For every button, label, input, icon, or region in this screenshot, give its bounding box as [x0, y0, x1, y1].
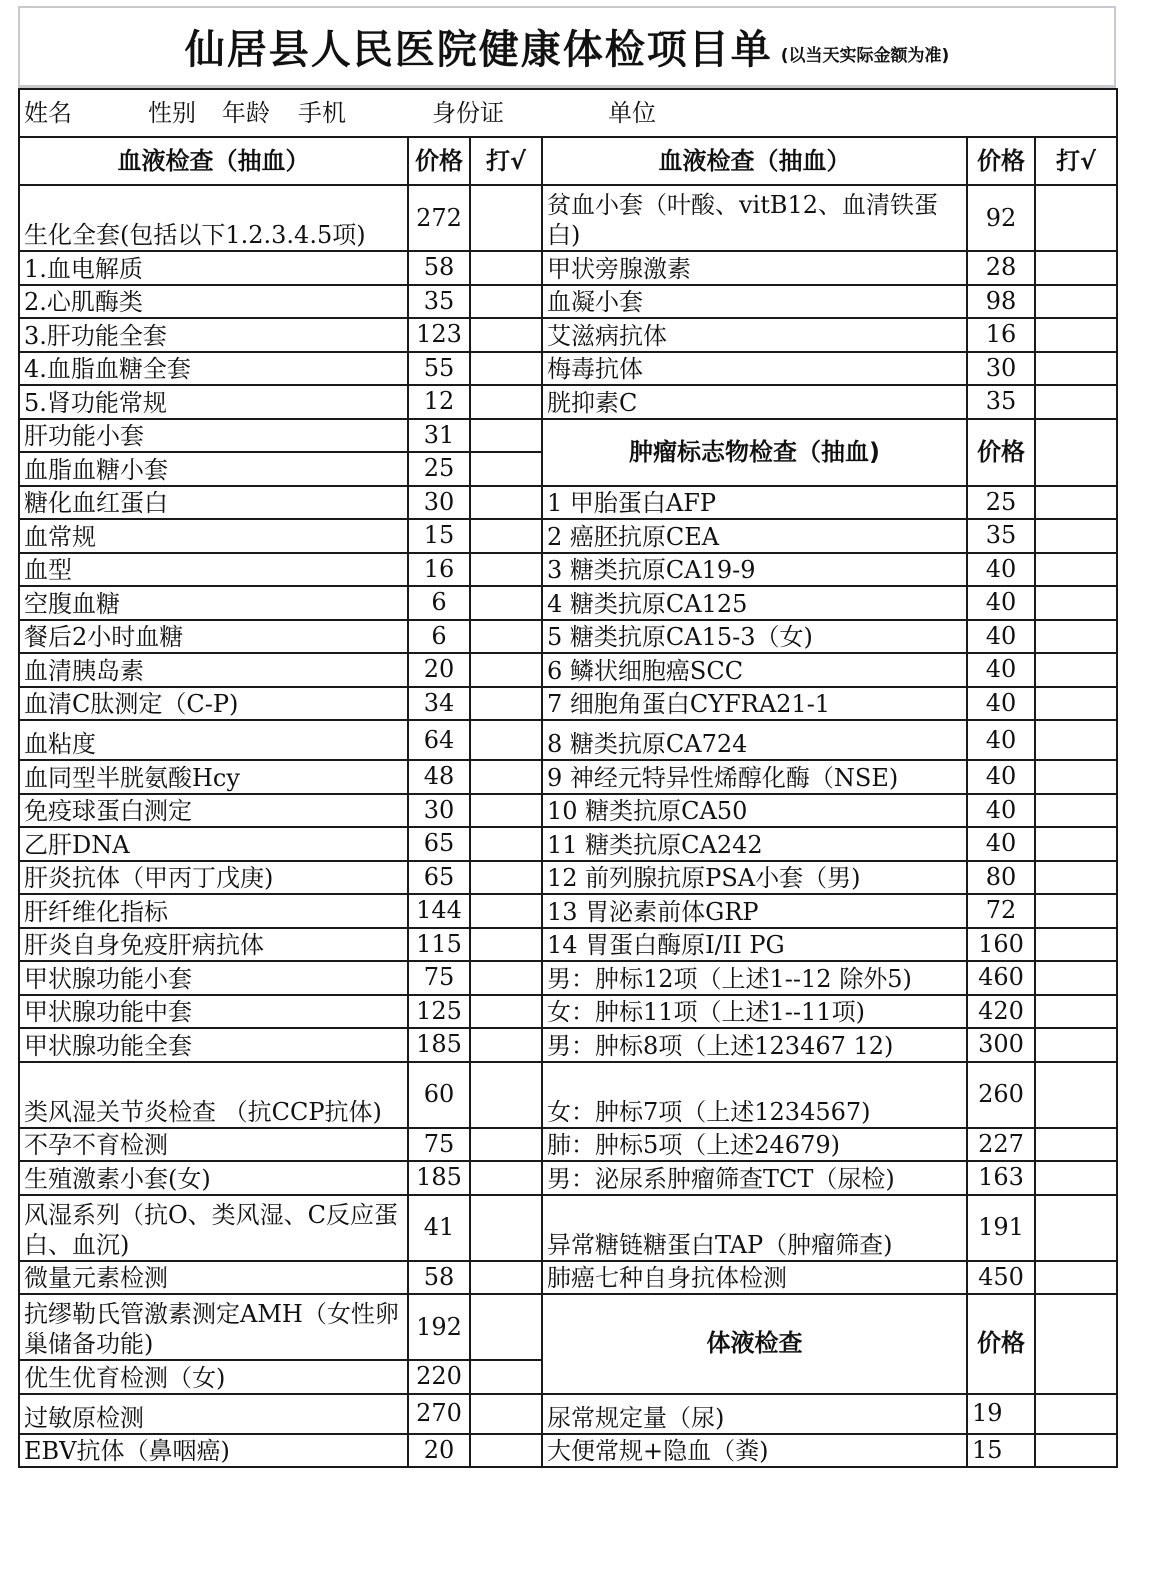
left-item-price: 20 [408, 653, 470, 687]
left-item-price: 6 [408, 586, 470, 620]
left-item-check[interactable] [470, 419, 542, 453]
left-item-check[interactable] [470, 1161, 542, 1195]
left-item-check[interactable] [470, 861, 542, 895]
right-item-price: 72 [967, 894, 1035, 928]
right-item-check[interactable] [1035, 1128, 1117, 1162]
right-item-price: 40 [967, 827, 1035, 861]
right-item-name: 6 鳞状细胞癌SCC [542, 653, 967, 687]
right-item-price: 40 [967, 620, 1035, 654]
left-item-check[interactable] [470, 687, 542, 721]
left-item-check[interactable] [470, 620, 542, 654]
right-item-price: 30 [967, 352, 1035, 386]
left-item-check[interactable] [470, 928, 542, 962]
left-item-check[interactable] [470, 760, 542, 794]
right-item-check[interactable] [1035, 1394, 1117, 1434]
table-row [19, 285, 1117, 319]
left-item-name: 免疫球蛋白测定 [19, 794, 408, 828]
right-item-name: 14 胃蛋白酶原I/II PG [542, 928, 967, 962]
left-item-price: 31 [408, 419, 470, 453]
right-item-check[interactable] [1035, 285, 1117, 319]
right-item-check[interactable] [1035, 1195, 1117, 1261]
left-item-name: 抗缪勒氏管激素测定AMH（女性卵巢储备功能) [19, 1294, 408, 1360]
left-item-check[interactable] [470, 720, 542, 760]
left-item-price: 41 [408, 1195, 470, 1261]
right-item-price: 460 [967, 961, 1035, 995]
left-item-check[interactable] [470, 486, 542, 520]
id-card-field-label: 身份证 [432, 98, 504, 127]
left-item-name: 风湿系列（抗O、类风湿、C反应蛋白、血沉) [19, 1195, 408, 1261]
left-blood-header: 血液检查（抽血） [19, 137, 408, 185]
right-item-name: 血凝小套 [542, 285, 967, 319]
left-item-check[interactable] [470, 185, 542, 251]
table-row [19, 1062, 1117, 1128]
exam-form [18, 6, 1116, 1468]
right-item-check[interactable] [1035, 385, 1117, 419]
left-item-check[interactable] [470, 653, 542, 687]
left-item-price: 20 [408, 1434, 470, 1468]
table-row [19, 720, 1117, 760]
right-item-check[interactable] [1035, 519, 1117, 553]
right-item-price: 16 [967, 318, 1035, 352]
left-item-name: 肝纤维化指标 [19, 894, 408, 928]
right-item-check[interactable] [1035, 586, 1117, 620]
left-item-price: 60 [408, 1062, 470, 1128]
left-item-price: 30 [408, 794, 470, 828]
right-item-name: 尿常规定量（尿) [542, 1394, 967, 1434]
right-item-price: 40 [967, 760, 1035, 794]
right-item-name: 8 糖类抗原CA724 [542, 720, 967, 760]
left-item-check[interactable] [470, 586, 542, 620]
right-item-price: 40 [967, 687, 1035, 721]
left-item-check[interactable] [470, 1360, 542, 1394]
right-item-check[interactable] [1035, 185, 1117, 251]
left-item-name: 肝炎自身免疫肝病抗体 [19, 928, 408, 962]
left-item-price: 192 [408, 1294, 470, 1360]
left-item-price: 58 [408, 1261, 470, 1295]
right-item-name: 5 糖类抗原CA15-3（女) [542, 620, 967, 654]
right-item-check[interactable] [1035, 720, 1117, 760]
left-item-price: 125 [408, 995, 470, 1029]
left-item-name: 餐后2小时血糖 [19, 620, 408, 654]
left-item-check[interactable] [470, 318, 542, 352]
left-item-name: 血脂血糖小套 [19, 452, 408, 486]
left-item-check[interactable] [470, 1394, 542, 1434]
left-item-price: 58 [408, 251, 470, 285]
left-item-check[interactable] [470, 385, 542, 419]
patient-info-cell [19, 89, 1117, 137]
table-row [19, 1195, 1117, 1261]
right-item-price: 28 [967, 251, 1035, 285]
left-item-name: 乙肝DNA [19, 827, 408, 861]
table-row [19, 586, 1117, 620]
left-item-check[interactable] [470, 553, 542, 587]
right-item-price: 19 [967, 1394, 1035, 1434]
table-row [19, 1261, 1117, 1295]
left-item-name: 空腹血糖 [19, 586, 408, 620]
left-item-price: 123 [408, 318, 470, 352]
right-item-price: 25 [967, 486, 1035, 520]
left-item-price: 34 [408, 687, 470, 721]
right-item-name: 4 糖类抗原CA125 [542, 586, 967, 620]
left-item-check[interactable] [470, 1128, 542, 1162]
name-field-label: 姓名 [24, 98, 72, 127]
table-row [19, 1394, 1117, 1434]
right-item-name: 11 糖类抗原CA242 [542, 827, 967, 861]
left-item-name: 不孕不育检测 [19, 1128, 408, 1162]
right-price-header: 价格 [967, 137, 1035, 185]
right-item-check[interactable] [1035, 961, 1117, 995]
left-item-check[interactable] [470, 352, 542, 386]
right-item-name: 3 糖类抗原CA19-9 [542, 553, 967, 587]
left-item-check[interactable] [470, 285, 542, 319]
right-item-price: 260 [967, 1062, 1035, 1128]
left-item-name: 血常规 [19, 519, 408, 553]
left-item-price: 144 [408, 894, 470, 928]
right-item-name: 大便常规+隐血（粪) [542, 1434, 967, 1468]
right-item-name: 肺癌七种自身抗体检测 [542, 1261, 967, 1295]
table-row [19, 995, 1117, 1029]
left-item-name: 3.肝功能全套 [19, 318, 408, 352]
left-item-price: 64 [408, 720, 470, 760]
table-row [19, 961, 1117, 995]
right-item-name: 肺：肿标5项（上述24679) [542, 1128, 967, 1162]
right-item-price: 40 [967, 586, 1035, 620]
right-item-name: 贫血小套（叶酸、vitB12、血清铁蛋白) [542, 185, 967, 251]
left-item-check[interactable] [470, 452, 542, 486]
left-item-price: 65 [408, 827, 470, 861]
left-item-name: 血型 [19, 553, 408, 587]
left-item-price: 185 [408, 1028, 470, 1062]
right-item-price: 191 [967, 1195, 1035, 1261]
left-item-name: 生殖激素小套(女) [19, 1161, 408, 1195]
table-row [19, 1161, 1117, 1195]
right-item-check[interactable] [1035, 1062, 1117, 1128]
right-item-check[interactable] [1035, 620, 1117, 654]
right-item-price: 300 [967, 1028, 1035, 1062]
right-check-header: 打√ [1035, 137, 1117, 185]
left-item-check[interactable] [470, 251, 542, 285]
patient-info-row [19, 89, 1117, 137]
right-item-check[interactable] [1035, 861, 1117, 895]
left-check-header: 打√ [470, 137, 542, 185]
table-row [19, 318, 1117, 352]
table-row [19, 185, 1117, 251]
table-row [19, 653, 1117, 687]
table-row [19, 861, 1117, 895]
right-item-name: 胱抑素C [542, 385, 967, 419]
right-item-check[interactable] [1035, 318, 1117, 352]
right-item-check[interactable] [1035, 352, 1117, 386]
table-row [19, 687, 1117, 721]
left-item-check[interactable] [470, 961, 542, 995]
table-row [19, 486, 1117, 520]
table-row [19, 1028, 1117, 1062]
right-item-price: 40 [967, 653, 1035, 687]
left-item-check[interactable] [470, 519, 542, 553]
left-price-header: 价格 [408, 137, 470, 185]
right-item-price: 15 [967, 1434, 1035, 1468]
right-item-price: 35 [967, 385, 1035, 419]
right-item-check[interactable] [1035, 827, 1117, 861]
table-row [19, 385, 1117, 419]
left-item-name: 类风湿关节炎检查 （抗CCP抗体) [19, 1062, 408, 1128]
left-item-name: 血清C肽测定（C-P) [19, 687, 408, 721]
column-header-row [19, 137, 1117, 185]
left-item-price: 272 [408, 185, 470, 251]
page-title: 仙居县人民医院健康体检项目单 [184, 27, 773, 73]
employer-field-label: 单位 [608, 98, 656, 127]
left-item-price: 65 [408, 861, 470, 895]
left-item-check[interactable] [470, 1062, 542, 1128]
right-item-price: 35 [967, 519, 1035, 553]
right-item-name: 男：肿标8项（上述123467 12) [542, 1028, 967, 1062]
table-row [19, 1294, 1117, 1360]
table-row [19, 1434, 1117, 1468]
left-item-price: 30 [408, 486, 470, 520]
table-row [19, 553, 1117, 587]
left-item-check[interactable] [470, 794, 542, 828]
right-item-check[interactable] [1035, 794, 1117, 828]
left-item-price: 270 [408, 1394, 470, 1434]
right-item-price: 98 [967, 285, 1035, 319]
right-item-check[interactable] [1035, 1434, 1117, 1468]
left-item-name: 肝功能小套 [19, 419, 408, 453]
right-item-name: 女：肿标11项（上述1--11项) [542, 995, 967, 1029]
right-item-name: 艾滋病抗体 [542, 318, 967, 352]
left-item-name: 肝炎抗体（甲丙丁戊庚) [19, 861, 408, 895]
left-item-price: 12 [408, 385, 470, 419]
right-item-price: 92 [967, 185, 1035, 251]
left-item-price: 6 [408, 620, 470, 654]
right-item-price: 40 [967, 720, 1035, 760]
left-item-name: 4.血脂血糖全套 [19, 352, 408, 386]
left-item-check[interactable] [470, 894, 542, 928]
left-item-check[interactable] [470, 827, 542, 861]
left-item-name: 糖化血红蛋白 [19, 486, 408, 520]
right-item-check[interactable] [1035, 251, 1117, 285]
exam-table [18, 88, 1118, 1468]
table-row [19, 352, 1117, 386]
right-item-price: 227 [967, 1128, 1035, 1162]
right-item-price: 450 [967, 1261, 1035, 1295]
left-item-check[interactable] [470, 1294, 542, 1360]
left-item-name: 甲状腺功能中套 [19, 995, 408, 1029]
table-row [19, 894, 1117, 928]
right-item-check[interactable] [1035, 553, 1117, 587]
tumor-section-header-price: 价格 [967, 419, 1035, 486]
left-item-price: 48 [408, 760, 470, 794]
left-item-name: 过敏原检测 [19, 1394, 408, 1434]
tumor-section-header-check [1035, 419, 1117, 486]
right-item-check[interactable] [1035, 653, 1117, 687]
right-item-check[interactable] [1035, 687, 1117, 721]
age-field-label: 年龄 [222, 98, 270, 127]
right-item-check[interactable] [1035, 995, 1117, 1029]
fluid-section-header-price: 价格 [967, 1294, 1035, 1394]
tumor-section-header: 肿瘤标志物检查（抽血) [542, 419, 967, 486]
right-item-name: 13 胃泌素前体GRP [542, 894, 967, 928]
left-item-name: 1.血电解质 [19, 251, 408, 285]
table-row [19, 620, 1117, 654]
title-bar [18, 6, 1116, 88]
right-item-check[interactable] [1035, 1161, 1117, 1195]
right-item-check[interactable] [1035, 1028, 1117, 1062]
gender-field-label: 性别 [148, 98, 196, 127]
table-row [19, 928, 1117, 962]
left-item-check[interactable] [470, 995, 542, 1029]
table-row [19, 1128, 1117, 1162]
left-item-price: 75 [408, 961, 470, 995]
left-item-price: 185 [408, 1161, 470, 1195]
right-item-check[interactable] [1035, 928, 1117, 962]
right-item-name: 男：泌尿系肿瘤筛查TCT（尿检) [542, 1161, 967, 1195]
table-row [19, 419, 1117, 453]
right-item-price: 420 [967, 995, 1035, 1029]
left-item-name: 血清胰岛素 [19, 653, 408, 687]
right-item-price: 160 [967, 928, 1035, 962]
page-subtitle: (以当天实际金额为准) [780, 46, 950, 66]
right-item-name: 甲状旁腺激素 [542, 251, 967, 285]
right-item-name: 男：肿标12项（上述1--12 除外5) [542, 961, 967, 995]
right-item-name: 异常糖链糖蛋白TAP（肿瘤筛查) [542, 1195, 967, 1261]
left-item-check[interactable] [470, 1028, 542, 1062]
right-item-name: 女：肿标7项（上述1234567) [542, 1062, 967, 1128]
left-item-name: 5.肾功能常规 [19, 385, 408, 419]
right-item-name: 12 前列腺抗原PSA小套（男) [542, 861, 967, 895]
left-item-name: 微量元素检测 [19, 1261, 408, 1295]
right-item-name: 9 神经元特异性烯醇化酶（NSE) [542, 760, 967, 794]
left-item-name: 生化全套(包括以下1.2.3.4.5项) [19, 185, 408, 251]
right-item-name: 2 癌胚抗原CEA [542, 519, 967, 553]
left-item-name: 血粘度 [19, 720, 408, 760]
right-item-check[interactable] [1035, 760, 1117, 794]
left-item-name: EBV抗体（鼻咽癌) [19, 1434, 408, 1468]
left-item-price: 75 [408, 1128, 470, 1162]
left-item-name: 2.心肌酶类 [19, 285, 408, 319]
right-item-name: 7 细胞角蛋白CYFRA21-1 [542, 687, 967, 721]
table-row [19, 794, 1117, 828]
right-item-price: 40 [967, 794, 1035, 828]
right-item-check[interactable] [1035, 894, 1117, 928]
left-item-price: 15 [408, 519, 470, 553]
right-item-name: 10 糖类抗原CA50 [542, 794, 967, 828]
left-item-price: 115 [408, 928, 470, 962]
table-row [19, 519, 1117, 553]
left-item-price: 220 [408, 1360, 470, 1394]
left-item-price: 25 [408, 452, 470, 486]
left-item-price: 35 [408, 285, 470, 319]
fluid-section-header: 体液检查 [542, 1294, 967, 1394]
left-item-price: 55 [408, 352, 470, 386]
right-item-name: 梅毒抗体 [542, 352, 967, 386]
right-item-check[interactable] [1035, 486, 1117, 520]
left-item-price: 16 [408, 553, 470, 587]
right-item-name: 1 甲胎蛋白AFP [542, 486, 967, 520]
left-item-check[interactable] [470, 1195, 542, 1261]
left-item-name: 血同型半胱氨酸Hcy [19, 760, 408, 794]
table-row [19, 251, 1117, 285]
table-row [19, 827, 1117, 861]
left-item-check[interactable] [470, 1261, 542, 1295]
left-item-name: 甲状腺功能全套 [19, 1028, 408, 1062]
right-item-price: 80 [967, 861, 1035, 895]
right-item-price: 163 [967, 1161, 1035, 1195]
left-item-name: 甲状腺功能小套 [19, 961, 408, 995]
phone-field-label: 手机 [298, 98, 346, 127]
left-item-name: 优生优育检测（女) [19, 1360, 408, 1394]
right-blood-header: 血液检查（抽血） [542, 137, 967, 185]
left-item-check[interactable] [470, 1434, 542, 1468]
right-item-price: 40 [967, 553, 1035, 587]
right-item-check[interactable] [1035, 1261, 1117, 1295]
table-row [19, 760, 1117, 794]
fluid-section-header-check [1035, 1294, 1117, 1394]
